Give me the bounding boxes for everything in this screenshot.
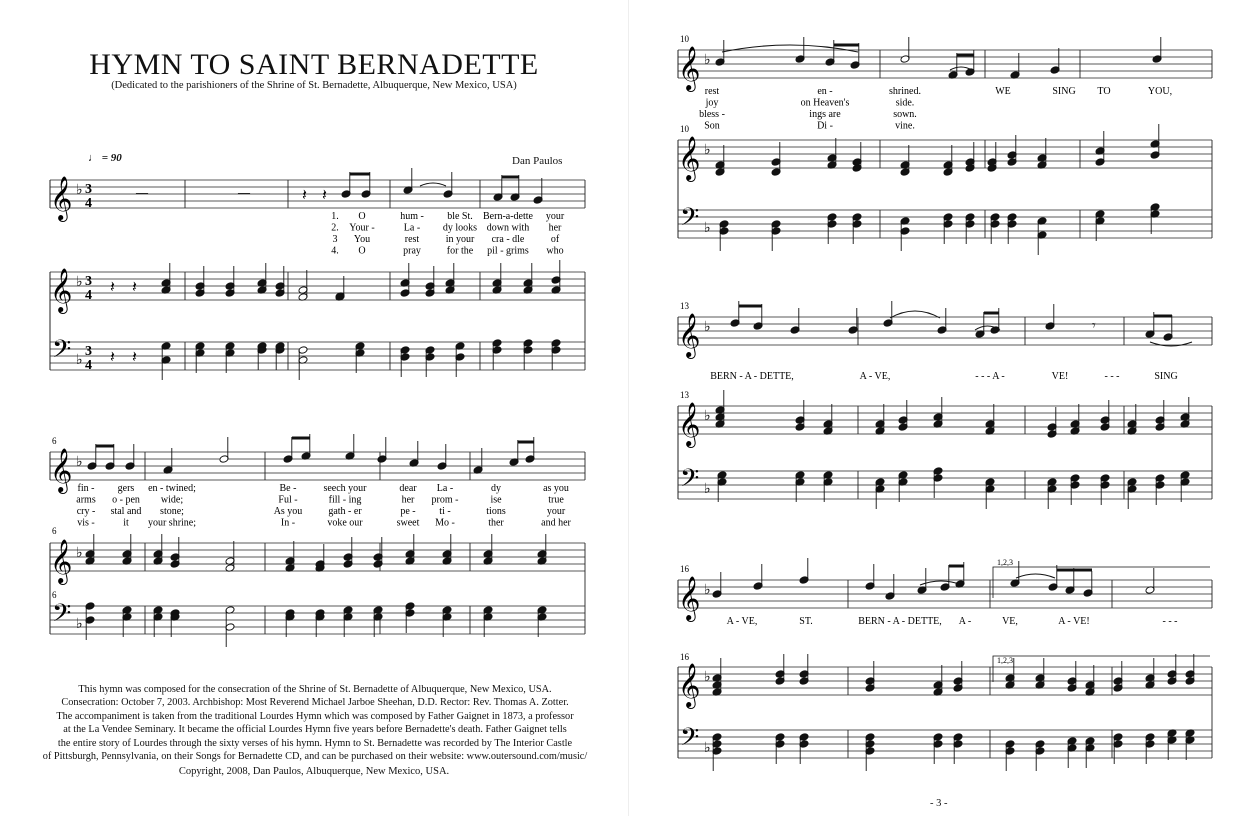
lyric-syllable: 2. bbox=[331, 222, 339, 234]
lyric-syllable: 1. bbox=[331, 211, 339, 222]
lyric-syllable: ther bbox=[488, 517, 504, 529]
quarter-rest-icon: 𝄽 bbox=[322, 187, 327, 204]
lyric-syllable: dy bbox=[491, 483, 501, 494]
whole-rest-icon: — bbox=[238, 185, 250, 199]
measure-number: 10 bbox=[680, 124, 689, 134]
lyric-syllable: SING bbox=[1154, 371, 1178, 382]
beam bbox=[518, 441, 534, 444]
time-signature-top: 3 bbox=[85, 344, 92, 359]
lyric-syllable: BERN - A - DETTE, bbox=[858, 616, 942, 627]
beam bbox=[292, 437, 310, 440]
lyric-syllable: A - bbox=[958, 616, 972, 627]
measure-number: 16 bbox=[680, 652, 689, 662]
lyric-syllable: O bbox=[358, 211, 366, 222]
lyric-syllable: A - VE, bbox=[726, 616, 758, 627]
lyric-syllable: side. bbox=[895, 97, 915, 109]
notes-line: The accompaniment is taken from the traditional Lourdes Hymn which was composed by Father Gaignet in 1873, a professor bbox=[56, 710, 574, 722]
lyric-syllable: VE, bbox=[1002, 616, 1018, 627]
lyric-syllable: your bbox=[546, 506, 566, 517]
volta-bracket-top bbox=[993, 567, 1210, 598]
lyric-syllable: gers bbox=[117, 483, 135, 494]
lyric-syllable: of bbox=[550, 234, 560, 245]
lyric-syllable: pray bbox=[403, 245, 421, 257]
lyric-syllable: Ful - bbox=[278, 494, 298, 506]
flat-icon: ♭ bbox=[704, 583, 711, 598]
notes-line: Consecration: October 7, 2003. Archbishop: Most Reverend Michael Jarboe Sheehan, D.D. Rector: Rev. Thomas A. Zotter. bbox=[61, 697, 569, 709]
treble-clef-icon: 𝄞 bbox=[678, 315, 701, 357]
page-title: HYMN TO SAINT BERNADETTE bbox=[89, 48, 539, 81]
page-number: - 3 - bbox=[930, 798, 948, 809]
notes-line: This hymn was composed for the consecration of the Shrine of St. Bernadette of Albuquerque, New Mexico, USA. bbox=[78, 684, 552, 695]
tempo-value: = 90 bbox=[101, 152, 122, 164]
lyric-syllable: cra - dle bbox=[491, 234, 525, 245]
flat-icon: ♭ bbox=[704, 670, 711, 685]
measure-number: 16 bbox=[680, 564, 689, 574]
measure-number: 13 bbox=[680, 301, 689, 311]
lyric-syllable: joy bbox=[705, 97, 719, 109]
copyright: Copyright, 2008, Dan Paulos, Albuquerque, New Mexico, USA. bbox=[178, 766, 450, 777]
flat-icon: ♭ bbox=[704, 221, 711, 236]
flat-icon: ♭ bbox=[76, 546, 83, 561]
lyric-syllable: ings are bbox=[809, 109, 841, 120]
bass-clef-icon: 𝄢 bbox=[680, 204, 700, 237]
lyric-syllable: bless - bbox=[699, 109, 725, 120]
quarter-rest-icon: 𝄽 bbox=[132, 349, 137, 366]
lyric-syllable: sweet bbox=[396, 517, 420, 529]
measure-number: 13 bbox=[680, 390, 689, 400]
beam bbox=[984, 312, 999, 315]
measure-number: 6 bbox=[52, 590, 57, 600]
lyric-syllable: Di - bbox=[817, 120, 833, 132]
lyric-syllable: your shrine; bbox=[147, 517, 197, 529]
quarter-rest-icon: 𝄽 bbox=[132, 279, 137, 296]
volta-bracket-bottom bbox=[993, 656, 1210, 682]
lyric-syllable: WE bbox=[995, 86, 1011, 97]
flat-icon: ♭ bbox=[704, 320, 711, 335]
lyric-syllable: for the bbox=[446, 245, 474, 257]
beam bbox=[502, 176, 519, 179]
treble-clef-icon: 𝄞 bbox=[50, 270, 73, 312]
lyric-syllable: ble St. bbox=[447, 211, 473, 222]
lyric-syllable: La - bbox=[436, 483, 454, 494]
lyric-syllable: ST. bbox=[799, 616, 813, 627]
lyric-syllable: rest bbox=[404, 234, 420, 245]
lyric-syllable: rest bbox=[704, 86, 720, 97]
flat-icon: ♭ bbox=[76, 275, 83, 290]
lyric-syllable: dear bbox=[399, 483, 417, 494]
lyric-syllable: 3 bbox=[332, 234, 338, 245]
beam bbox=[739, 305, 762, 308]
lyric-syllable: her bbox=[548, 222, 562, 234]
composer: Dan Paulos bbox=[512, 155, 563, 167]
lyric-syllable: Be - bbox=[279, 483, 297, 494]
time-signature-bottom: 4 bbox=[85, 196, 92, 211]
lyric-syllable: pe - bbox=[400, 506, 416, 517]
flat-icon: ♭ bbox=[704, 409, 711, 424]
treble-clef-icon: 𝄞 bbox=[678, 578, 701, 620]
flat-icon: ♭ bbox=[704, 482, 711, 497]
eighth-rest-icon: 𝄾 bbox=[1092, 319, 1096, 334]
treble-clef-icon: 𝄞 bbox=[678, 665, 701, 707]
lyric-syllable: hum - bbox=[400, 211, 424, 222]
lyric-syllable: wide; bbox=[160, 494, 184, 506]
lyric-syllable: stone; bbox=[160, 506, 184, 517]
notes-line: of Pittsburgh, Pennsylvania, on their Songs for Bernadette CD, and can be purchased on their website: www.outersound.com/music/ bbox=[42, 751, 588, 763]
lyric-syllable: sown. bbox=[893, 109, 917, 120]
lyric-syllable: stal and bbox=[110, 506, 142, 517]
lyric-syllable: tions bbox=[486, 506, 506, 517]
measure-number: 6 bbox=[52, 526, 57, 536]
lyric-syllable: fin - bbox=[77, 483, 95, 494]
lyric-syllable: Son bbox=[704, 120, 720, 132]
lyric-syllable: - - - bbox=[1104, 371, 1120, 382]
quarter-rest-icon: 𝄽 bbox=[110, 349, 115, 366]
beam bbox=[1057, 569, 1092, 572]
lyric-syllable: en - bbox=[817, 86, 833, 97]
lyric-syllable: YOU, bbox=[1147, 86, 1173, 97]
lyric-syllable: your bbox=[545, 211, 565, 222]
beam bbox=[949, 565, 964, 568]
lyric-syllable: O bbox=[358, 245, 366, 257]
page-subtitle: (Dedicated to the parishioners of the Shrine of St. Bernadette, Albuquerque, New Mexico, USA) bbox=[111, 80, 517, 91]
lyric-syllable: seech your bbox=[323, 483, 367, 494]
lyric-syllable: prom - bbox=[431, 494, 459, 506]
lyric-syllable: ti - bbox=[439, 506, 451, 517]
treble-clef-icon: 𝄞 bbox=[678, 404, 701, 446]
composition-notes bbox=[20, 683, 610, 763]
lyric-syllable: Bern-a-dette bbox=[483, 211, 533, 222]
flat-icon: ♭ bbox=[704, 741, 711, 756]
volta-label: 1,2,3 bbox=[997, 558, 1013, 567]
bass-clef-icon: 𝄢 bbox=[52, 600, 72, 633]
volta-label: 1,2,3 bbox=[997, 656, 1013, 665]
lyric-syllable: Your - bbox=[349, 222, 375, 234]
flat-icon: ♭ bbox=[704, 143, 711, 158]
lyric-syllable: arms bbox=[76, 494, 96, 506]
lyric-syllable: en - twined; bbox=[148, 483, 196, 494]
lyric-syllable: pil - grims bbox=[487, 245, 529, 257]
beam bbox=[96, 445, 114, 448]
lyric-syllable: VE! bbox=[1051, 371, 1069, 382]
bass-clef-icon: 𝄢 bbox=[680, 465, 700, 498]
time-signature-top: 3 bbox=[85, 182, 92, 197]
bass-clef-icon: 𝄢 bbox=[680, 724, 700, 757]
measure-number: 10 bbox=[680, 34, 689, 44]
lyric-syllable: who bbox=[546, 245, 564, 257]
lyric-syllable: TO bbox=[1097, 86, 1111, 97]
lyric-syllable: A - VE, bbox=[859, 371, 891, 382]
lyric-syllable: gath - er bbox=[328, 506, 362, 517]
lyric-syllable: shrined. bbox=[889, 86, 921, 97]
lyric-syllable: BERN - A - DETTE, bbox=[710, 371, 794, 382]
treble-clef-icon: 𝄞 bbox=[678, 138, 701, 180]
quarter-rest-icon: 𝄽 bbox=[110, 279, 115, 296]
lyric-syllable: vis - bbox=[77, 517, 95, 529]
lyric-syllable: Mo - bbox=[435, 517, 455, 529]
lyric-syllable: SING bbox=[1052, 86, 1076, 97]
flat-icon: ♭ bbox=[76, 455, 83, 470]
slur bbox=[1016, 574, 1055, 578]
time-signature-bottom: 4 bbox=[85, 358, 92, 373]
treble-clef-icon: 𝄞 bbox=[50, 178, 73, 220]
beam bbox=[957, 54, 974, 57]
treble-clef-icon: 𝄞 bbox=[50, 541, 73, 583]
lyric-syllable: 4. bbox=[331, 245, 339, 257]
lyric-syllable: A - VE! bbox=[1058, 616, 1090, 627]
lyric-syllable: and her bbox=[541, 517, 571, 529]
lyric-syllable: La - bbox=[403, 222, 421, 234]
lyric-syllable: In - bbox=[280, 517, 296, 529]
lyric-syllable: in your bbox=[445, 234, 475, 245]
time-signature-top: 3 bbox=[85, 274, 92, 289]
beam bbox=[1154, 315, 1172, 318]
time-signature-bottom: 4 bbox=[85, 288, 92, 303]
lyric-syllable: true bbox=[548, 494, 564, 506]
whole-rest-icon: — bbox=[136, 185, 148, 199]
lyric-syllable: as you bbox=[543, 483, 569, 494]
measure-number: 6 bbox=[52, 436, 57, 446]
beam bbox=[350, 173, 370, 176]
lyric-syllable: fill - ing bbox=[328, 494, 362, 506]
treble-clef-icon: 𝄞 bbox=[678, 48, 701, 90]
flat-icon: ♭ bbox=[76, 617, 83, 632]
lyric-syllable: - - - A - bbox=[975, 371, 1005, 382]
lyric-syllable: cry - bbox=[76, 506, 96, 517]
lyric-syllable: You bbox=[353, 234, 371, 245]
slur bbox=[420, 183, 446, 186]
lyric-syllable: her bbox=[401, 494, 415, 506]
notes-line: at the La Vendee Seminary. It became the official Lourdes Hymn five years before Bernadette's death. Father Gaignet tells bbox=[63, 724, 567, 736]
lyric-syllable: ise bbox=[490, 494, 502, 506]
lyric-syllable: vine. bbox=[895, 120, 915, 132]
beam bbox=[834, 44, 859, 47]
lyric-syllable: voke our bbox=[327, 517, 363, 529]
flat-icon: ♭ bbox=[76, 353, 83, 368]
lyric-syllable: it bbox=[123, 517, 129, 529]
lyric-syllable: on Heaven's bbox=[800, 97, 850, 109]
lyric-syllable: - - - bbox=[1162, 616, 1178, 627]
lyric-syllable: o - pen bbox=[112, 494, 140, 506]
notes-line: the entire story of Lourdes through the sixty verses of his hymn. Hymn to St. Bernadette was recorded by The Interior Castle bbox=[57, 737, 573, 749]
treble-clef-icon: 𝄞 bbox=[50, 450, 73, 492]
lyric-syllable: As you bbox=[273, 506, 303, 517]
lyric-syllable: dy looks bbox=[442, 222, 478, 234]
quarter-rest-icon: 𝄽 bbox=[302, 187, 307, 204]
flat-icon: ♭ bbox=[704, 53, 711, 68]
tempo-marking: ♩ = 90 bbox=[88, 152, 122, 164]
flat-icon: ♭ bbox=[76, 183, 83, 198]
lyric-syllable: down with bbox=[486, 222, 530, 234]
bass-clef-icon: 𝄢 bbox=[52, 336, 72, 369]
